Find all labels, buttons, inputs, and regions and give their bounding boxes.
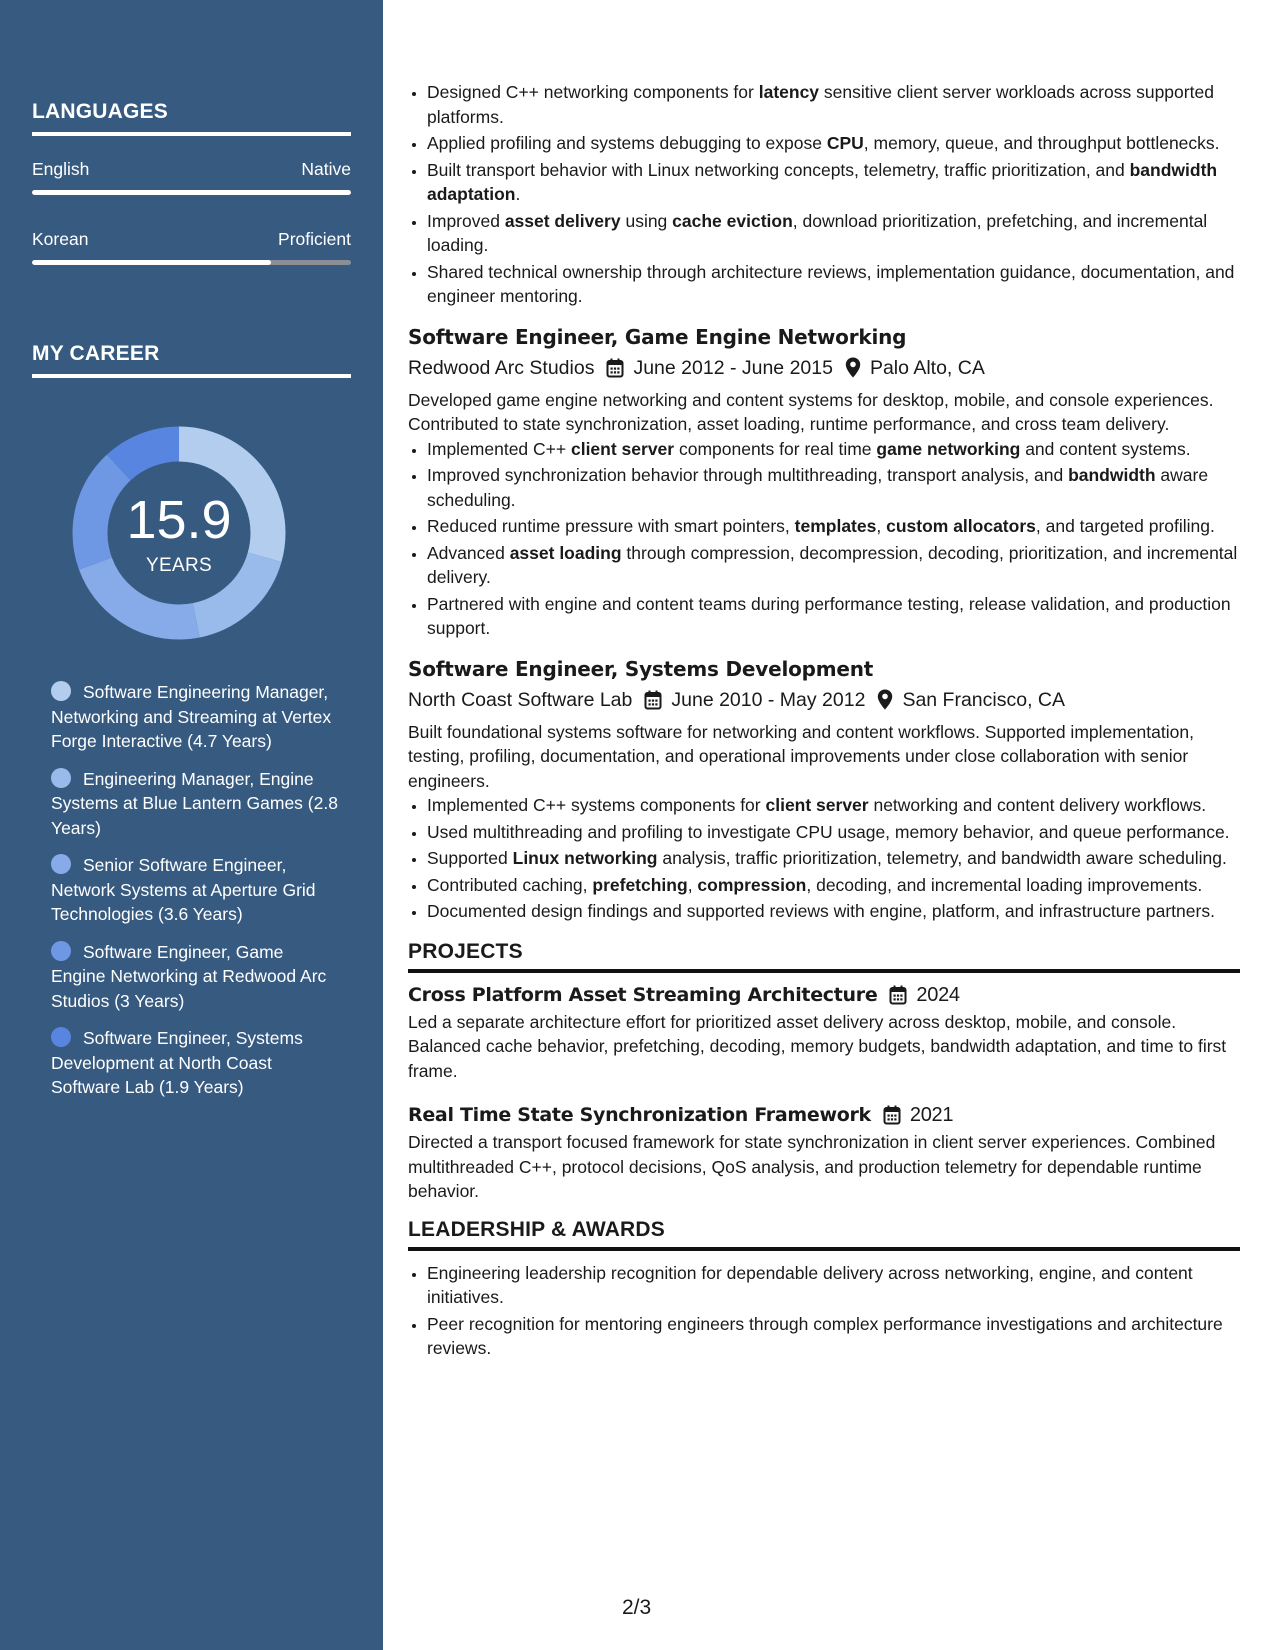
- project-description: Led a separate architecture effort for prioritized asset delivery across desktop, mobile, and console. Balanced cache behavior, prefetching, decoding, memory budgets, bandwidth adaptation, and time to first frame.: [408, 1011, 1227, 1081]
- job-bullet: • Used multithreading and profiling to investigate CPU usage, memory behavior, and queue performance.: [427, 820, 1240, 845]
- leadership-item: • Engineering leadership recognition for dependable delivery across networking, engine, and content initiatives.: [427, 1261, 1240, 1310]
- language-english: [32, 159, 351, 195]
- career-item-text: Software Engineer, Systems Development at North Coast Software Lab (1.9 Years): [51, 1028, 303, 1097]
- project-entry: [408, 1083, 1240, 1204]
- career-list: [51, 680, 341, 1113]
- main-content: [408, 80, 1240, 1363]
- job-bullet: • Advanced asset loading through compression, decompression, decoding, prioritization, and incremental delivery.: [427, 541, 1240, 590]
- project-description: Directed a transport focused framework for state synchronization in client server experiences. Combined multithreaded C++, protocol decisions, QoS analysis, and production telemetry for dependable runtime behavior.: [408, 1132, 1216, 1201]
- job-company: North Coast Software Lab: [408, 688, 633, 711]
- experience-bullet: • Improved asset delivery using cache eviction, download prioritization, prefetching, and incremental loading.: [427, 209, 1240, 258]
- job-bullets: [408, 437, 1240, 641]
- project-title: Cross Platform Asset Streaming Architecture: [408, 983, 878, 1006]
- language-korean: [32, 229, 351, 265]
- job-bullet: • Contributed caching, prefetching, compression, decoding, and incremental loading improvements.: [427, 873, 1240, 898]
- leadership-item: • Peer recognition for mentoring engineers through complex performance investigations and architecture reviews.: [427, 1312, 1240, 1361]
- experience-bullets: [408, 80, 1240, 309]
- career-heading: MY CAREER: [32, 342, 351, 378]
- project-list: [408, 982, 1240, 1204]
- job-bullets: [408, 793, 1240, 924]
- language-proficiency-fill: [32, 260, 271, 265]
- job-bullet: • Documented design findings and supported reviews with engine, platform, and infrastructure partners.: [427, 899, 1240, 924]
- language-proficiency-bar: [32, 190, 351, 195]
- language-proficiency-fill: [32, 190, 351, 195]
- job-dates: June 2012 - June 2015: [633, 356, 833, 379]
- spacer: [408, 1083, 1240, 1093]
- career-item-text: Software Engineering Manager, Networking and Streaming at Vertex Forge Interactive (4.7 Years): [51, 682, 332, 751]
- sidebar: [0, 0, 383, 1650]
- career-item-text: Senior Software Engineer, Network Systems at Aperture Grid Technologies (3.6 Years): [51, 855, 316, 924]
- language-name: Korean: [32, 229, 89, 249]
- career-legend-dot: [51, 681, 71, 701]
- job-dates: June 2010 - May 2012: [671, 688, 866, 711]
- calendar-icon: [889, 985, 907, 1005]
- career-legend-dot: [51, 854, 71, 874]
- experience-bullet: • Applied profiling and systems debugging to expose CPU, memory, queue, and throughput bottlenecks.: [427, 131, 1240, 156]
- leadership-list: [408, 1261, 1240, 1361]
- career-list-item: [51, 767, 341, 841]
- job-location: San Francisco, CA: [902, 688, 1065, 711]
- map-pin-icon: [877, 689, 893, 710]
- career-legend-dot: [51, 941, 71, 961]
- project-entry: [408, 982, 1240, 1084]
- calendar-icon: [606, 358, 624, 378]
- career-list-item: [51, 680, 341, 754]
- job-meta: [408, 354, 1240, 382]
- language-proficiency-bar: [32, 260, 351, 265]
- job-meta: [408, 686, 1240, 714]
- projects-heading: PROJECTS: [408, 940, 1240, 973]
- language-level: Native: [301, 159, 351, 179]
- job-title: Software Engineer, Game Engine Networking: [408, 324, 907, 349]
- page-number: 2/3: [622, 1596, 652, 1619]
- donut-total-value: 15.9: [126, 490, 232, 550]
- project-year: 2021: [909, 1104, 954, 1126]
- language-name: English: [32, 159, 90, 179]
- donut-unit-label: YEARS: [146, 555, 212, 576]
- job-bullet: • Implemented C++ systems components for client server networking and content delivery workflows.: [427, 793, 1240, 818]
- job-bullet: • Reduced runtime pressure with smart pointers, templates, custom allocators, and targeted profiling.: [427, 514, 1240, 539]
- calendar-icon: [644, 690, 662, 710]
- job-bullet: • Improved synchronization behavior through multithreading, transport analysis, and bandwidth aware scheduling.: [427, 463, 1240, 512]
- career-legend-dot: [51, 768, 71, 788]
- job-entry: [408, 323, 1240, 641]
- language-level: Proficient: [278, 229, 351, 249]
- map-pin-icon: [845, 357, 861, 378]
- donut-center: [66, 420, 292, 646]
- experience-bullet: • Built transport behavior with Linux networking concepts, telemetry, traffic prioritization, and bandwidth adaptation.: [427, 158, 1240, 207]
- job-location: Palo Alto, CA: [869, 356, 985, 379]
- job-bullet: • Supported Linux networking analysis, traffic prioritization, telemetry, and bandwidth aware scheduling.: [427, 846, 1240, 871]
- job-title: Software Engineer, Systems Development: [408, 656, 874, 681]
- job-entry: [408, 655, 1240, 924]
- job-summary: Built foundational systems software for networking and content workflows. Supported implementation, testing, profiling, documentation, and operational improvements under close collaboration with senior engineers.: [408, 721, 1194, 791]
- leadership-heading: LEADERSHIP & AWARDS: [408, 1218, 1240, 1251]
- project-title-row: [408, 982, 1240, 1008]
- experience-bullet: • Designed C++ networking components for latency sensitive client server workloads across supported platforms.: [427, 80, 1240, 129]
- career-item-text: Software Engineer, Game Engine Networking at Redwood Arc Studios (3 Years): [51, 941, 327, 1011]
- career-list-item: [51, 940, 341, 1014]
- job-company: Redwood Arc Studios: [408, 356, 595, 379]
- career-list-item: [51, 853, 341, 927]
- languages-heading: LANGUAGES: [32, 100, 351, 136]
- career-legend-dot: [51, 1027, 71, 1047]
- job-list: [408, 323, 1240, 924]
- project-title: Real Time State Synchronization Framework: [408, 1104, 871, 1126]
- career-item-text: Engineering Manager, Engine Systems at Blue Lantern Games (2.8 Years): [51, 768, 338, 838]
- experience-bullet: • Shared technical ownership through architecture reviews, implementation guidance, documentation, and engineer mentoring.: [427, 260, 1240, 309]
- career-list-item: [51, 1026, 341, 1100]
- career-donut-chart: [66, 420, 292, 646]
- job-summary: Developed game engine networking and content systems for desktop, mobile, and console experiences. Contributed to state synchronization, asset loading, runtime performance, and cross team delivery.: [408, 389, 1214, 434]
- project-year: 2024: [916, 983, 960, 1006]
- job-bullet: • Implemented C++ client server components for real time game networking and content systems.: [427, 437, 1240, 462]
- job-bullet: • Partnered with engine and content teams during performance testing, release validation, and production support.: [427, 592, 1240, 641]
- project-title-row: [408, 1102, 1240, 1128]
- calendar-icon: [883, 1105, 901, 1125]
